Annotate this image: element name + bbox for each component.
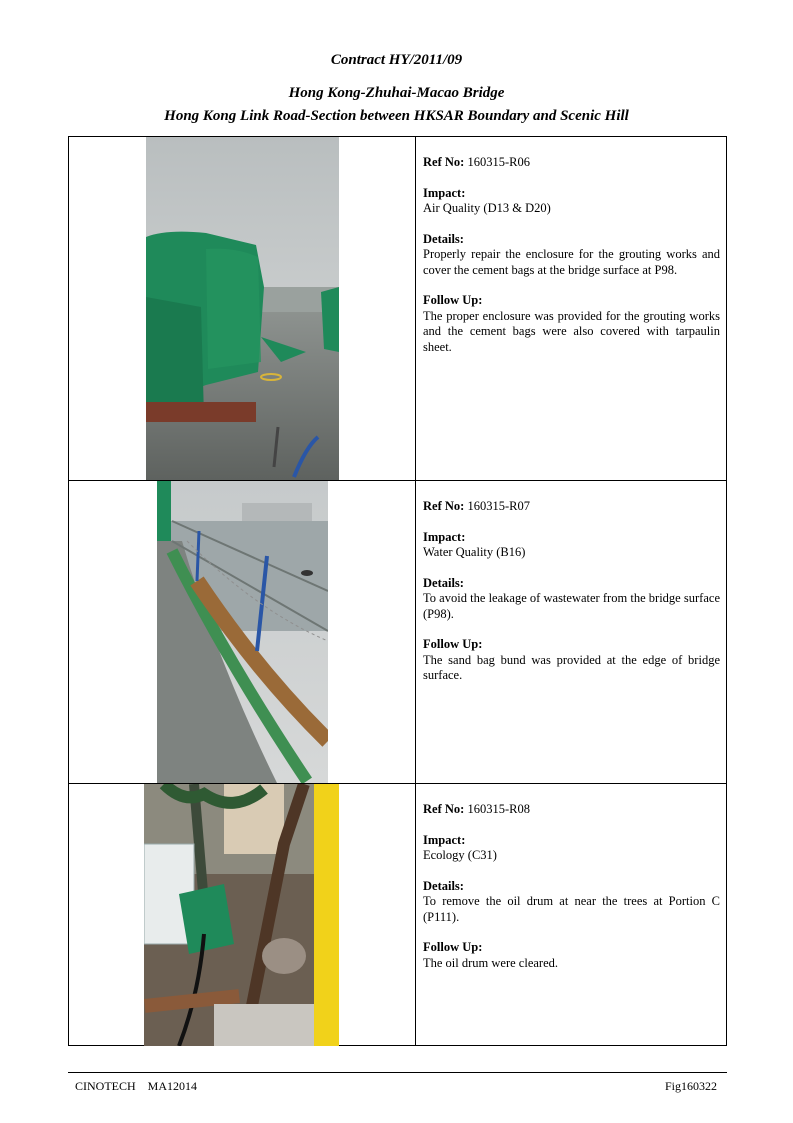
impact-value: Water Quality (B16) — [423, 545, 526, 559]
impact-block — [423, 530, 720, 561]
details-block — [423, 576, 720, 623]
photo-oil-drum-area — [144, 784, 339, 1046]
details-block — [423, 232, 720, 279]
ref-block — [423, 155, 720, 171]
ref-block — [423, 802, 720, 818]
details-block — [423, 879, 720, 926]
details-label: Details: — [423, 878, 464, 893]
photo-cell — [69, 784, 416, 1046]
footer-doc-number: MA12014 — [147, 1079, 198, 1093]
followup-value: The oil drum were cleared. — [423, 955, 559, 970]
entry-details — [423, 155, 720, 370]
followup-block — [423, 940, 720, 971]
ref-label: Ref No: — [423, 155, 465, 169]
footer-figure-number: Fig160322 — [664, 1079, 717, 1093]
table-row — [69, 481, 726, 784]
followup-block — [423, 293, 720, 355]
ref-value: 160315-R07 — [467, 499, 530, 513]
followup-value: The sand bag bund was provided at the edge of bridge surface. — [423, 652, 720, 682]
ref-value: 160315-R08 — [467, 802, 530, 816]
ref-value: 160315-R06 — [467, 155, 530, 169]
photo-cell — [69, 137, 416, 480]
footer-company: CINOTECH — [75, 1079, 136, 1093]
details-label: Details: — [423, 231, 464, 246]
details-value: Properly repair the enclosure for the grouting works and cover the cement bags at the bridge surface at P98. — [423, 247, 720, 277]
footer-divider — [68, 1072, 727, 1073]
photo-sand-bag-bund — [157, 481, 328, 783]
table-row — [69, 137, 726, 481]
impact-label: Impact: — [423, 185, 466, 200]
details-label: Details: — [423, 575, 464, 590]
section-title: Hong Kong Link Road-Section between HKSAR Boundary and Scenic Hill — [164, 108, 629, 124]
impact-block — [423, 186, 720, 217]
impact-label: Impact: — [423, 529, 466, 544]
entry-details — [423, 802, 720, 986]
details-value: To avoid the leakage of wastewater from the bridge surface (P98). — [423, 591, 720, 621]
ref-label: Ref No: — [423, 802, 465, 816]
project-title: Hong Kong-Zhuhai-Macao Bridge — [288, 85, 505, 101]
site-inspection-table — [68, 136, 727, 1046]
followup-block — [423, 637, 720, 684]
impact-value: Ecology (C31) — [423, 848, 497, 862]
impact-label: Impact: — [423, 832, 466, 847]
entry-details — [423, 499, 720, 699]
followup-label: Follow Up: — [423, 940, 483, 954]
ref-block — [423, 499, 720, 515]
contract-title: Contract HY/2011/09 — [330, 52, 463, 68]
followup-label: Follow Up: — [423, 293, 483, 307]
photo-cell — [69, 481, 416, 783]
table-row — [69, 784, 726, 1046]
photo-grouting-enclosure — [146, 137, 339, 480]
followup-value: The proper enclosure was provided for the grouting works and the cement bags were also covered with tarpaulin sheet. — [423, 308, 720, 354]
details-value: To remove the oil drum at near the trees at Portion C (P111). — [423, 894, 720, 924]
footer-left — [75, 1079, 197, 1094]
ref-label: Ref No: — [423, 499, 465, 513]
followup-label: Follow Up: — [423, 637, 483, 651]
impact-block — [423, 833, 720, 864]
impact-value: Air Quality (D13 & D20) — [423, 201, 551, 215]
